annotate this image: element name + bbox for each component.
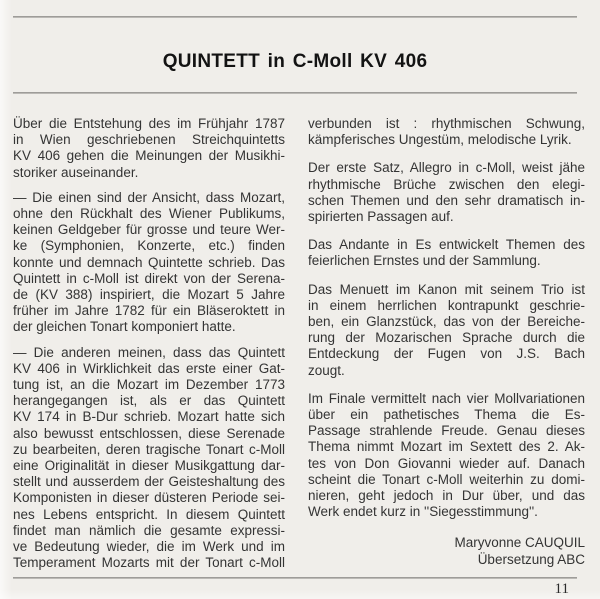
text-columns xyxy=(13,116,585,580)
signature-block xyxy=(308,535,585,567)
text-line: verbunden ist : rhythmischen Schwung, xyxy=(308,116,585,131)
text-line: zu bearbeiten, deren tragische Tonart c-Moll xyxy=(13,441,285,457)
text-line: der gleichen Tonart komponiert hatte. xyxy=(13,319,236,335)
text-line: ben, ein Glanzstück, das von der Bereiche- xyxy=(308,314,585,330)
paragraph xyxy=(308,282,585,379)
text-line: früher im Jahre 1782 für ein Bläseroktett in xyxy=(13,303,285,319)
text-line: Der erste Satz, Allegro in c-Moll, weist jähe xyxy=(308,160,585,176)
text-line: Das Menuett im Kanon mit seinem Trio ist xyxy=(308,281,585,297)
text-line: Entdeckung der Fugen von J.S. Bach xyxy=(308,346,585,362)
text-line: herangegangen ist, als er das Quintett xyxy=(13,393,285,409)
column-right xyxy=(308,116,585,580)
text-line: Quintett in c-Moll ist direkt von der Serena- xyxy=(13,270,285,286)
text-line: ohne den Rückhalt des Wiener Publikums, xyxy=(13,206,285,222)
text-line: in einem herrlichen kontrapunkt geschrie- xyxy=(308,297,585,313)
text-line: in Wien geschriebenen Streichquintetts xyxy=(13,132,285,148)
text-line: Werk endet kurz in ''Siegesstimmung''. xyxy=(308,504,538,520)
text-line: findet man nämlich die gesamte expressi- xyxy=(13,522,285,538)
text-line: Das Andante in Es entwickelt Themen des xyxy=(308,237,585,253)
text-line: also bewusst entschlossen, diese Serenade xyxy=(13,425,285,441)
text-line: Thema nimmt Mozart im Sextett des 2. Ak- xyxy=(308,439,585,455)
paragraph xyxy=(13,345,285,572)
text-line: rung der Mozarischen Sprache durch die xyxy=(308,330,585,346)
text-line: KV 406 in Wirklichkeit das erste einer Gat- xyxy=(13,360,285,376)
text-line: Im Finale vermittelt nach vier Mollvariationen xyxy=(308,390,585,406)
bottom-rule xyxy=(13,577,577,579)
signature-line: Übersetzung ABC xyxy=(477,551,585,567)
page-number: 11 xyxy=(554,581,569,597)
title-bottom-rule xyxy=(13,92,577,94)
text-line: spirierten Passagen auf. xyxy=(308,209,454,225)
text-line: keinen Geldgeber für grosse und teure Wer- xyxy=(13,222,285,238)
text-line: feierlichen Ernstes und der Sammlung. xyxy=(308,253,541,269)
text-line: eine Originalität in dieser Musikgattung dar- xyxy=(13,458,285,474)
text-line: de (KV 388) inspiriert, die Mozart 5 Jahre xyxy=(13,287,285,303)
text-line: zougt. xyxy=(308,362,345,378)
text-line: KV 174 in B-Dur schrieb. Mozart hatte sich xyxy=(13,409,285,425)
text-line: Komponisten in dieser düsteren Periode sei- xyxy=(13,490,285,506)
text-line: stellt und ausserdem der Geisteshaltung des xyxy=(13,474,285,490)
text-line: Passage strahlende Freude. Genau dieses xyxy=(308,423,585,439)
paragraph xyxy=(13,116,285,181)
paragraph xyxy=(308,391,585,521)
text-line: rhythmische Brüche zwischen den elegi- xyxy=(308,176,585,192)
text-line: über ein pathetisches Thema die Es- xyxy=(308,407,585,423)
text-line: kämpferisches Ungestüm, melodische Lyrik. xyxy=(308,132,572,148)
text-line: nes Lebens entspricht. In diesem Quintett xyxy=(13,506,285,522)
text-line: scheint die Tonart c-Moll weiterhin zu domi- xyxy=(308,471,585,487)
page-title: QUINTETT in C-Moll KV 406 xyxy=(162,51,428,72)
text-line: KV 406 gehen die Meinungen der Musikhi- xyxy=(13,148,285,164)
signature-line: Maryvonne CAUQUIL xyxy=(454,535,585,551)
text-line: tung ist, an die Mozart im Dezember 1773 xyxy=(13,377,285,393)
paragraph xyxy=(13,190,285,336)
text-line: Über die Entstehung des im Frühjahr 1787 xyxy=(13,116,285,131)
paragraph xyxy=(308,237,585,269)
text-line: schen Themen und den sehr dramatisch in- xyxy=(308,192,585,208)
paragraph xyxy=(308,116,585,148)
text-line: storiker auseinander. xyxy=(13,164,139,180)
text-line: Temperament Mozarts mit der Tonart c-Moll xyxy=(13,555,285,571)
text-line: nieren, geht jedoch in Dur über, und das xyxy=(308,488,585,504)
paragraph xyxy=(308,160,585,225)
column-left xyxy=(13,116,285,580)
text-line: tes von Don Giovanni wieder auf. Danach xyxy=(308,455,585,471)
top-rule xyxy=(13,16,577,18)
text-line: — Die anderen meinen, dass das Quintett xyxy=(13,344,285,360)
text-line: — Die einen sind der Ansicht, dass Mozart, xyxy=(13,189,285,205)
text-line: konnte und demnach Quintette schrieb. Das xyxy=(13,254,285,270)
text-line: ve Bedeutung wieder, die im Werk und im xyxy=(13,539,285,555)
text-line: ke (Symphonien, Konzerte, etc.) finden xyxy=(13,238,285,254)
